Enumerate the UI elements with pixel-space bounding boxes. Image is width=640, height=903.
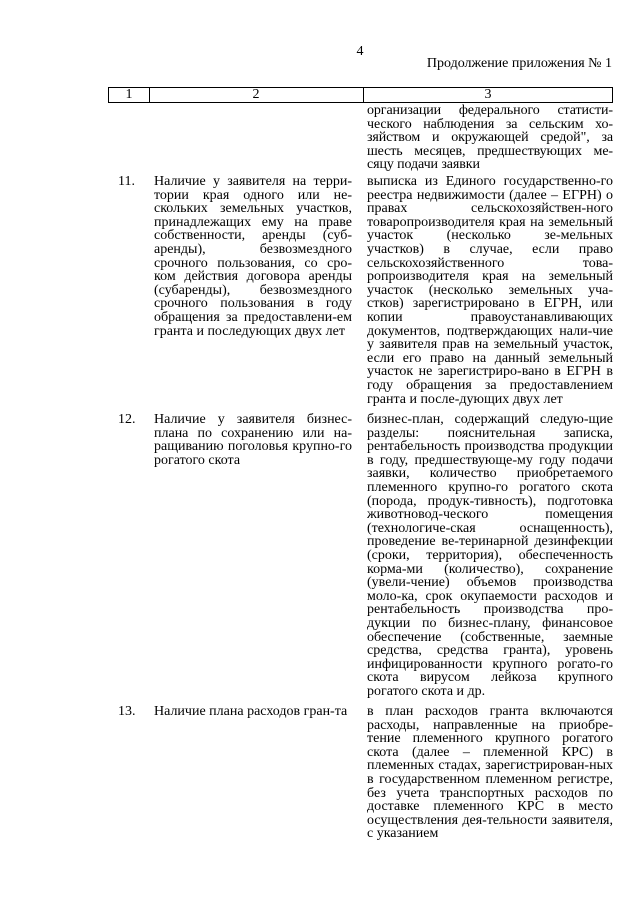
table-header-col-1: 1 <box>109 88 150 102</box>
row-number: 12. <box>118 412 136 427</box>
document-text: выписка из Единого государственно-го реестра недвижимости (далее – ЕГРН) о правах сельскохозяйствен-ного товаропроизводителя края на земельный участок (несколько зе-мельных участков) в случае, если право сельскохозяйственного това-ропроизводителя края на земельный участок (несколько земельных уча-стков) зарегистрировано в ЕГРН, или копии правоустанавливающих документов, подтверждающих нали-чие у заявителя прав на земельный участок, если его право на данный земельный участок не зарегистриро-вано в ЕГРН в году обращения за предоставлением гранта и после-дующих двух лет <box>367 174 613 407</box>
criterion-text: Наличие у заявителя на терри-тории края одного или не-скольких земельных участков, принадлежащих ему на праве собственности, аренды (суб-аренды), безвозмездного срочного пользования, со сро-ком действия договора аренды (субаренды), безвозмездного срочного пользования в году обращения за предоставлени-ем гранта и последующих двух лет <box>154 174 352 339</box>
appendix-note: Продолжение приложения № 1 <box>426 56 612 71</box>
page-number: 4 <box>356 44 364 59</box>
criterion-text: Наличие у заявителя бизнес-плана по сохранению или на-ращиванию поголовья крупно-го рогатого скота <box>154 412 352 468</box>
document-text: бизнес-план, содержащий следую-щие разделы: пояснительная записка, рентабельность производства продукции в году, предшествующе-му году подачи заявки, количество приобретаемого племенного крупно-го рогатого скота (порода, продук-тивность), подготовка животновод-ческого помещения (технологиче-ская оснащенность), проведение ве-теринарной дезинфекции (сроки, территория), обеспеченность корма-ми (количество), сохранение (увели-чение) объемов производства моло-ка, срок окупаемости расходов и рентабельность производства про-дукции по бизнес-плану, финансовое обеспечение (собственные, заемные средства, средства гранта), уровень инфицированности крупного рогато-го скота вирусом лейкоза крупного рогатого скота и др. <box>367 412 613 699</box>
document-text: в план расходов гранта включаются расходы, направленные на приобре-тение племенного крупного рогатого скота (далее – племенной КРС) в племенных стадах, зарегистрирован-ных в государственном племенном регистре, без учета транспортных расходов по доставке племенного КРС в место осуществления дея-тельности заявителя, с указанием <box>367 704 613 842</box>
table-header-col-2: 2 <box>149 88 364 102</box>
criterion-text: Наличие плана расходов гран-та <box>154 704 348 719</box>
continued-document-text: организации федерального статисти-ческого наблюдения за сельским хо-зяйством и окружающей средой", за шесть месяцев, предшествующих ме-сяцу подачи заявки <box>367 103 613 173</box>
table-header-col-3: 3 <box>484 87 492 102</box>
table-header-row <box>108 87 613 103</box>
row-number: 11. <box>118 174 135 189</box>
row-number: 13. <box>118 704 136 719</box>
